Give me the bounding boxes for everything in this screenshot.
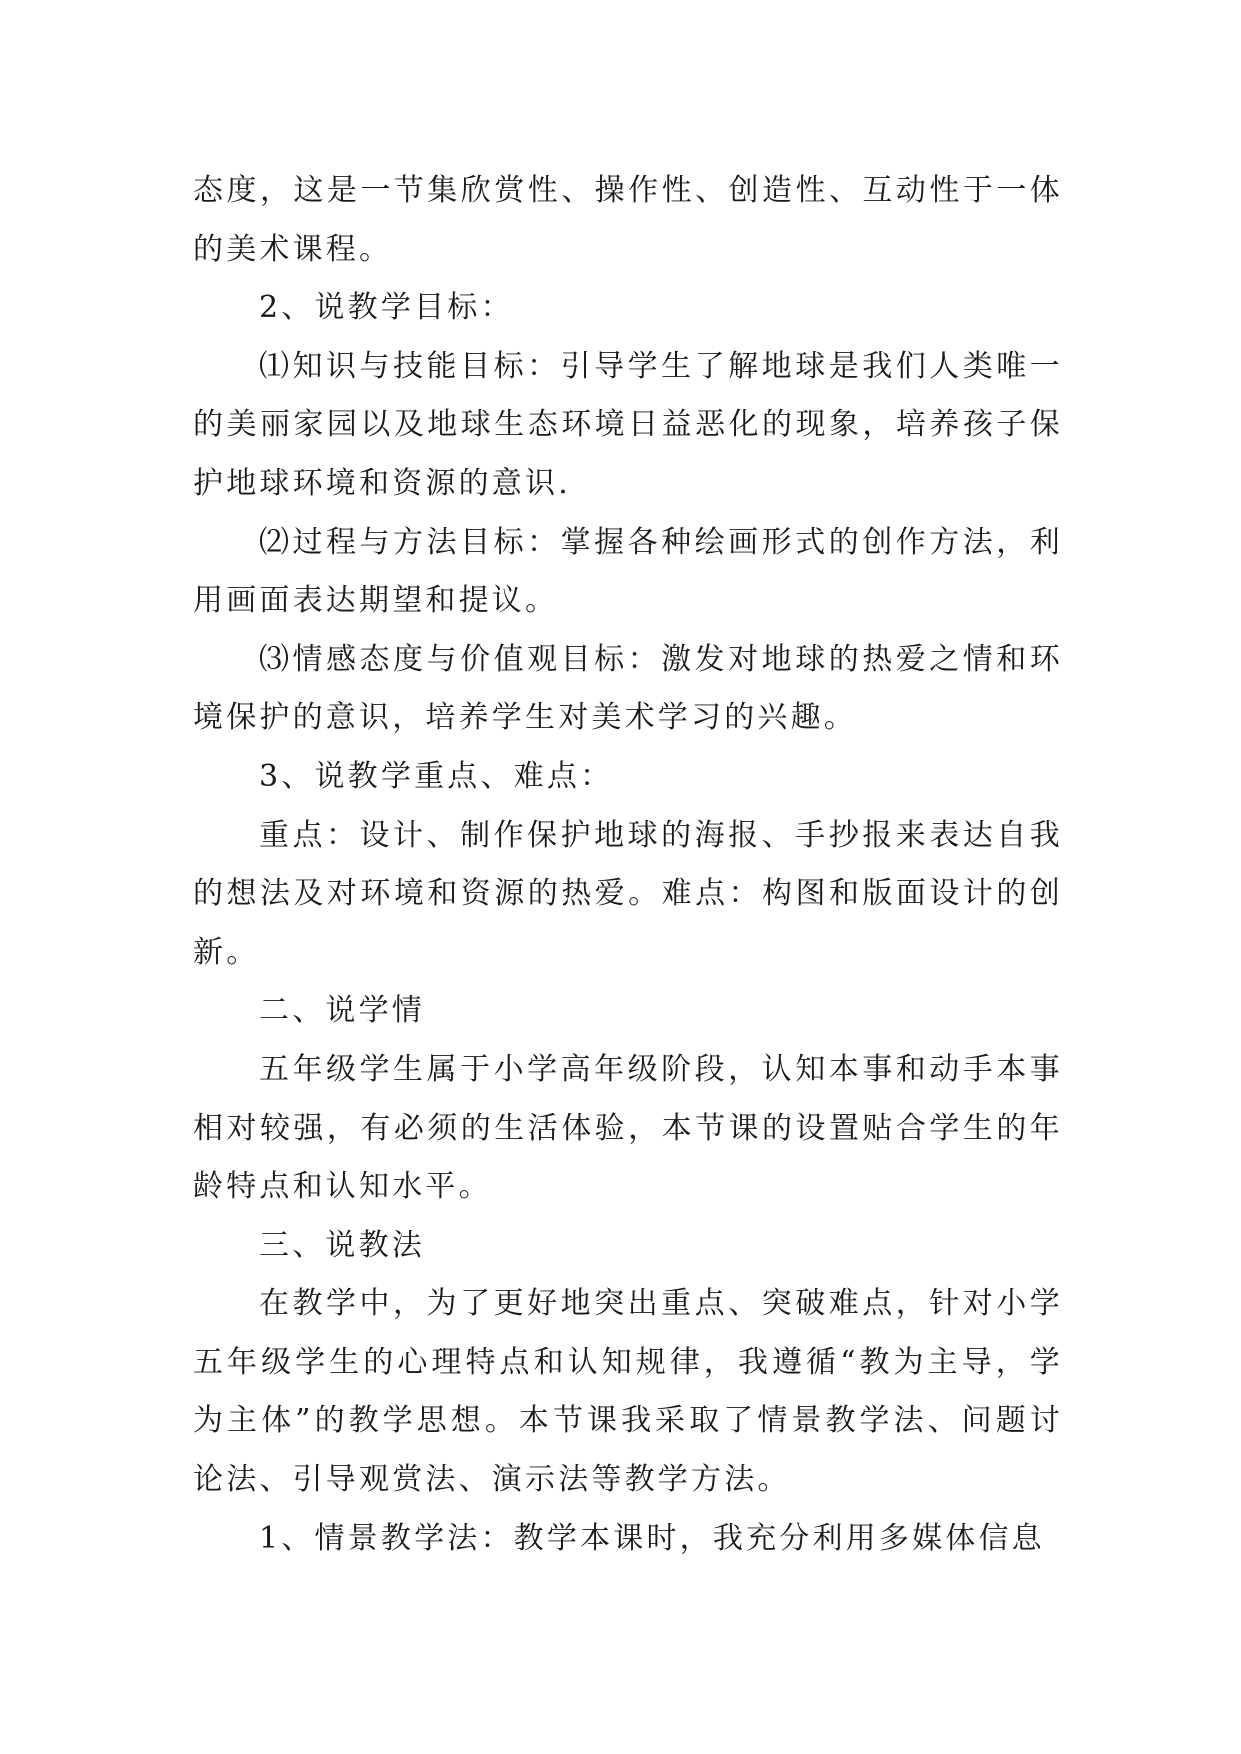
- heading-student-analysis: 二、说学情: [259, 993, 425, 1029]
- document-body: [193, 162, 1063, 1568]
- paragraph-key-difficult-points: 重点：设计、制作保护地球的海报、手抄报来表达自我的想法及对环境和资源的热爱。难点：构图和版面设计的创新。: [193, 817, 1063, 970]
- paragraph-knowledge-skill-objective: ⑴知识与技能目标：引导学生了解地球是我们人类唯一的美丽家园以及地球生态环境日益恶化的现象，培养孩子保护地球环境和资源的意识.: [193, 348, 1063, 501]
- paragraph-situational-teaching: 1、情景教学法：教学本课时，我充分利用多媒体信息: [259, 1520, 1045, 1556]
- paragraph-student-analysis: 五年级学生属于小学高年级阶段，认知本事和动手本事相对较强，有必须的生活体验，本节课的设置贴合学生的年龄特点和认知水平。: [193, 1051, 1063, 1205]
- heading-teaching-objectives: 2、说教学目标：: [259, 290, 514, 326]
- heading-teaching-methods: 三、说教法: [259, 1227, 425, 1263]
- heading-key-difficult-points: 3、说教学重点、难点：: [259, 758, 614, 794]
- paragraph-process-method-objective: ⑵过程与方法目标：掌握各种绘画形式的创作方法，利用画面表达期望和提议。: [193, 524, 1063, 619]
- paragraph-intro-continued: 态度，这是一节集欣赏性、操作性、创造性、互动性于一体的美术课程。: [193, 173, 1063, 267]
- paragraph-emotion-value-objective: ⑶情感态度与价值观目标：激发对地球的热爱之情和环境保护的意识，培养学生对美术学习的兴趣。: [193, 641, 1063, 736]
- paragraph-teaching-methods: 在教学中，为了更好地突出重点、突破难点，针对小学五年级学生的心理特点和认知规律，我遵循“教为主导，学为主体”的教学思想。本节课我采取了情景教学法、问题讨论法、引导观赏法、演示法等教学方法。: [193, 1286, 1063, 1498]
